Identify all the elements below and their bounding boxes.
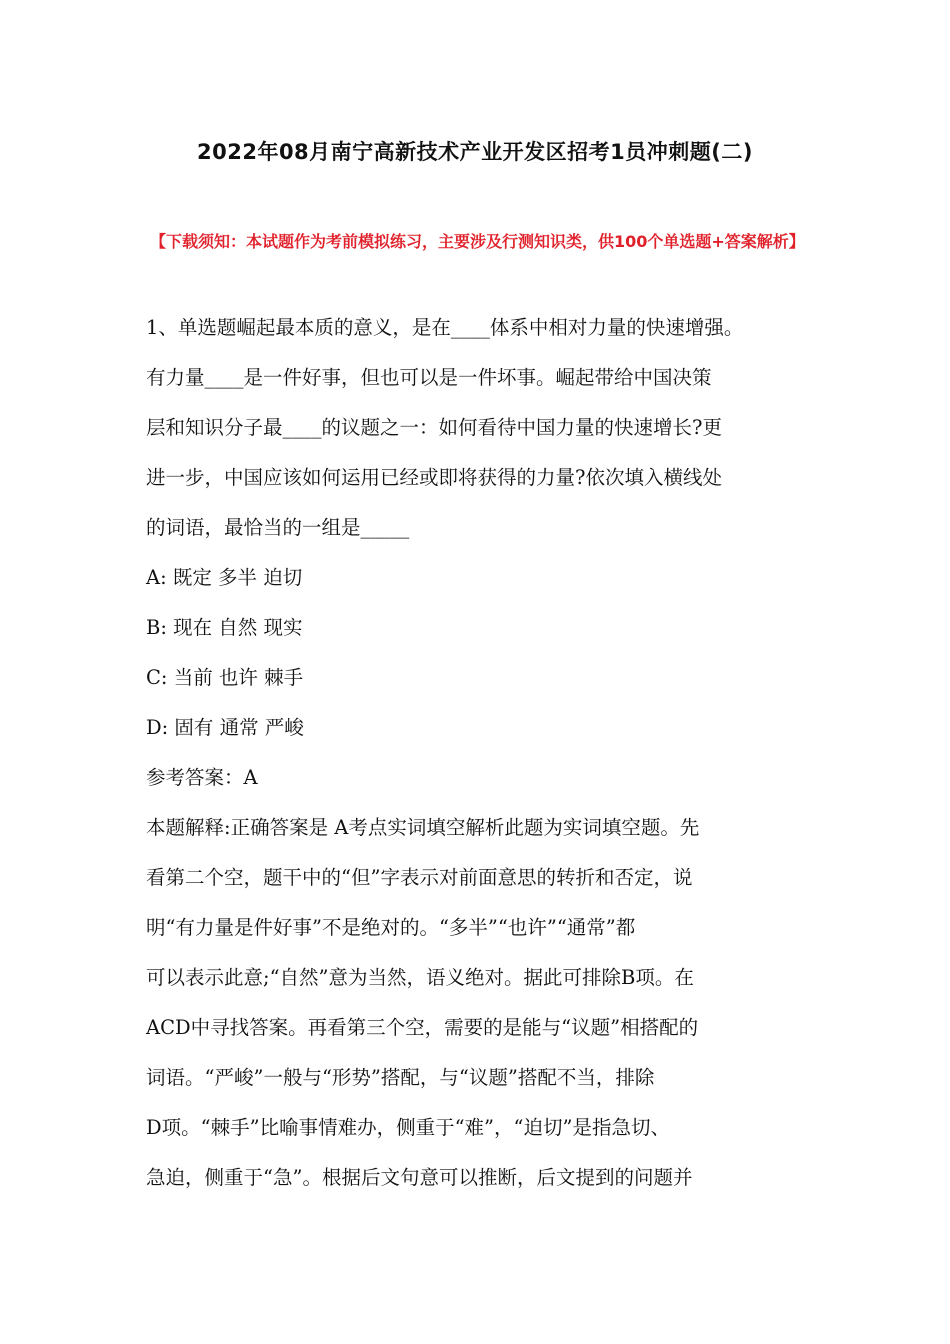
- option-a: A: 既定 多半 迫切: [146, 566, 303, 589]
- option-b: B: 现在 自然 现实: [146, 616, 303, 639]
- explanation-line: 明“有力量是件好事”不是绝对的。“多半”“也许”“通常”都: [146, 916, 636, 939]
- stem-line: 1、单选题崛起最本质的意义，是在____体系中相对力量的快速增强。: [146, 316, 744, 339]
- stem-line: 有力量____是一件好事，但也可以是一件坏事。崛起带给中国决策: [146, 366, 712, 389]
- document-title: 2022年08月南宁高新技术产业开发区招考1员冲刺题(二): [197, 140, 753, 164]
- option-d: D: 固有 通常 严峻: [146, 716, 304, 739]
- stem-line: 的词语，最恰当的一组是_____: [146, 516, 410, 539]
- explanation-line: D项。“棘手”比喻事情难办，侧重于“难”，“迫切”是指急切、: [146, 1116, 670, 1139]
- explanation-line: 急迫，侧重于“急”。根据后文句意可以推断，后文提到的问题并: [146, 1166, 693, 1189]
- explanation-line: ACD中寻找答案。再看第三个空，需要的是能与“议题”相搭配的: [146, 1016, 699, 1039]
- explanation-line: 词语。“严峻”一般与“形势”搭配，与“议题”搭配不当，排除: [146, 1066, 655, 1089]
- explanation-line: 看第二个空，题干中的“但”字表示对前面意思的转折和否定，说: [146, 866, 693, 889]
- stem-line: 进一步，中国应该如何运用已经或即将获得的力量?依次填入横线处: [146, 466, 722, 489]
- explanation-line: 可以表示此意;“自然”意为当然，语义绝对。据此可排除B项。在: [146, 966, 694, 989]
- explanation-line: 本题解释:正确答案是 A考点实词填空解析此题为实词填空题。先: [146, 816, 700, 839]
- stem-line: 层和知识分子最____的议题之一：如何看待中国力量的快速增长?更: [146, 416, 722, 439]
- download-notice: 【下载须知：本试题作为考前模拟练习，主要涉及行测知识类，供100个单选题+答案解析】: [150, 232, 805, 251]
- option-c: C: 当前 也许 棘手: [146, 666, 304, 689]
- reference-answer: 参考答案：A: [146, 766, 258, 789]
